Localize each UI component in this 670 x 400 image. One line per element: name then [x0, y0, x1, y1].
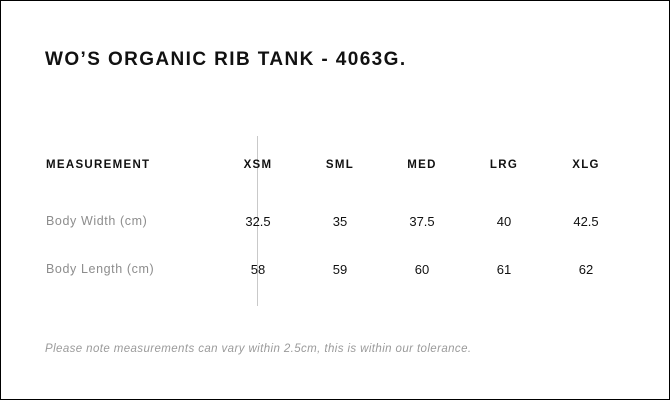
cell-body-length-med: 60	[414, 261, 430, 277]
cell-body-length-xlg: 62	[578, 261, 594, 277]
cell-body-width-med: 37.5	[409, 213, 435, 229]
cell-body-length-sml: 59	[332, 261, 348, 277]
row-label-body-width: Body Width (cm)	[46, 214, 148, 228]
cell-body-width-lrg: 40	[496, 213, 512, 229]
column-header-xlg: XLG	[572, 159, 600, 171]
size-table	[45, 133, 627, 293]
page-title: WO’S ORGANIC RIB TANK - 4063G.	[45, 49, 407, 70]
cell-body-length-lrg: 61	[496, 261, 512, 277]
column-header-lrg: LRG	[489, 159, 519, 171]
column-header-xsm: XSM	[243, 159, 273, 171]
table-header-row	[45, 133, 627, 197]
column-header-measurement: MEASUREMENT	[46, 159, 151, 171]
content-area	[45, 1, 625, 399]
cell-body-width-sml: 35	[332, 213, 348, 229]
cell-body-width-xsm: 32.5	[245, 213, 271, 229]
column-header-sml: SML	[325, 159, 355, 171]
column-header-med: MED	[407, 159, 437, 171]
cell-body-length-xsm: 58	[250, 261, 266, 277]
table-row	[45, 197, 627, 245]
cell-body-width-xlg: 42.5	[573, 213, 599, 229]
table-row	[45, 245, 627, 293]
tolerance-note: Please note measurements can vary within 2.5cm, this is within our tolerance.	[45, 343, 472, 355]
row-label-body-length: Body Length (cm)	[46, 262, 155, 276]
